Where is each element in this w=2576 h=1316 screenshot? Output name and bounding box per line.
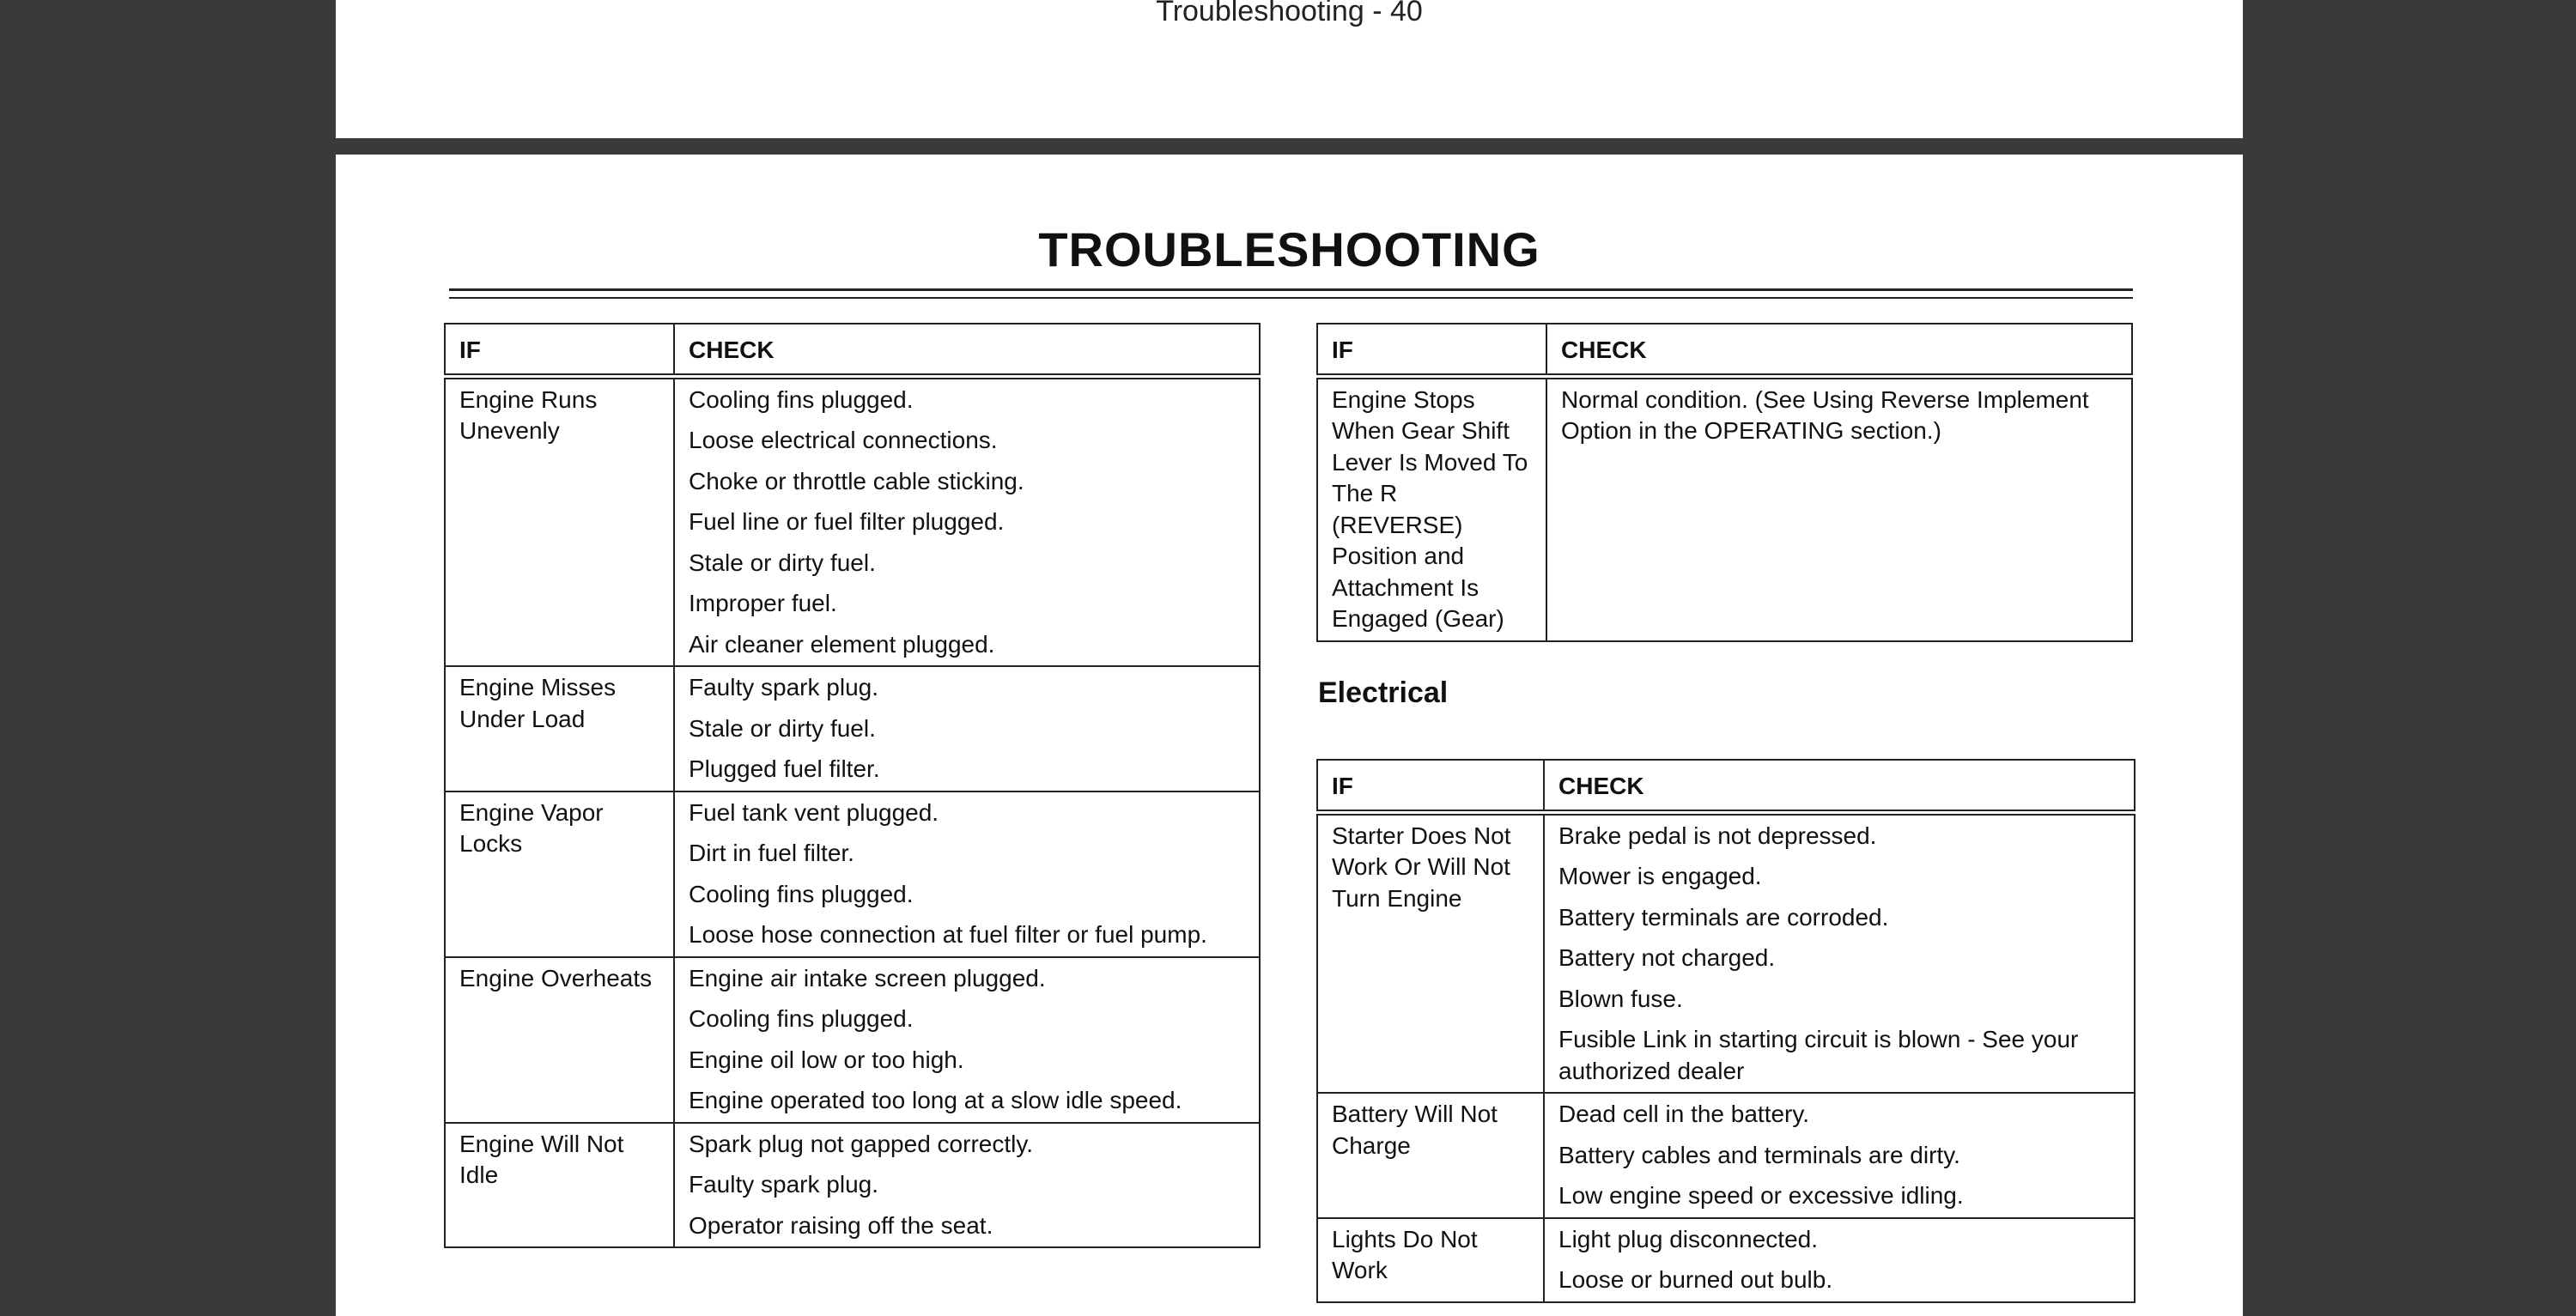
check-item: Cooling fins plugged. — [689, 880, 914, 907]
check-item: Engine operated too long at a slow idle speed. — [689, 1087, 1182, 1113]
check-item: Fuel line or fuel filter plugged. — [689, 508, 1005, 535]
previous-page-footer: Troubleshooting - 40 — [1156, 0, 1423, 27]
electrical-troubleshooting-table — [1316, 759, 2136, 1303]
check-item: Plugged fuel filter. — [689, 755, 880, 782]
check-item: Loose hose connection at fuel filter or fuel pump. — [689, 921, 1207, 948]
check-cell — [674, 791, 1260, 957]
current-page — [336, 155, 2243, 1316]
table-header-row — [1317, 324, 2132, 376]
reverse-troubleshooting-table — [1316, 323, 2133, 642]
table-row — [1317, 1093, 2135, 1218]
check-item: Faulty spark plug. — [689, 674, 878, 700]
table-row — [445, 1123, 1260, 1248]
if-column-header: IF — [1317, 760, 1544, 812]
check-item: Dirt in fuel filter. — [689, 840, 854, 866]
check-item: Blown fuse. — [1558, 985, 1683, 1012]
check-column-header: CHECK — [1544, 760, 2135, 812]
check-column-header: CHECK — [674, 324, 1260, 376]
check-cell — [674, 1123, 1260, 1248]
if-column-header: IF — [445, 324, 674, 376]
check-item: Battery terminals are corroded. — [1558, 903, 1889, 931]
table-body — [1317, 376, 2132, 641]
title-rule — [449, 288, 2133, 291]
if-cell: Engine Will Not Idle — [445, 1123, 674, 1248]
check-item: Engine oil low or too high. — [689, 1046, 964, 1073]
table-header-row — [1317, 760, 2135, 812]
check-cell — [1544, 1218, 2135, 1302]
engine-troubleshooting-table — [444, 323, 1261, 1248]
if-cell: Engine Stops When Gear Shift Lever Is Moved To The R (REVERSE) Position and Attachment Is Engaged (Gear) — [1317, 376, 1546, 641]
check-item: Engine air intake screen plugged. — [689, 964, 1046, 992]
check-item: Cooling fins plugged. — [689, 1005, 914, 1032]
check-item: Loose or burned out bulb. — [1558, 1266, 1833, 1293]
check-item: Loose electrical connections. — [689, 427, 998, 453]
check-item: Choke or throttle cable sticking. — [689, 467, 1024, 494]
table-header-row — [445, 324, 1260, 376]
table-row — [1317, 1218, 2135, 1302]
table-body — [445, 376, 1260, 1247]
check-item: Operator raising off the seat. — [689, 1211, 993, 1239]
title-rule-second — [449, 297, 2133, 299]
check-cell — [674, 376, 1260, 666]
table-row — [445, 957, 1260, 1123]
check-item: Air cleaner element plugged. — [689, 630, 995, 658]
check-item: Fuel tank vent plugged. — [689, 798, 939, 826]
check-item: Battery cables and terminals are dirty. — [1558, 1141, 1960, 1168]
if-cell: Engine Vapor Locks — [445, 791, 674, 957]
check-item: Mower is engaged. — [1558, 863, 1762, 889]
check-cell — [1544, 1093, 2135, 1218]
if-cell: Engine Misses Under Load — [445, 666, 674, 791]
check-item: Cooling fins plugged. — [689, 385, 914, 413]
check-item: Battery not charged. — [1558, 944, 1776, 971]
previous-page — [336, 0, 2243, 138]
check-column-header: CHECK — [1546, 324, 2132, 376]
check-cell — [1546, 376, 2132, 641]
check-item: Light plug disconnected. — [1558, 1225, 1818, 1252]
table-row — [1317, 376, 2132, 641]
table-row — [1317, 812, 2135, 1093]
check-item: Brake pedal is not depressed. — [1558, 822, 1877, 849]
electrical-section-heading: Electrical — [1318, 676, 1449, 709]
check-cell — [674, 957, 1260, 1123]
check-item: Improper fuel. — [689, 590, 837, 616]
table-row — [445, 376, 1260, 666]
if-cell: Starter Does Not Work Or Will Not Turn Engine — [1317, 812, 1544, 1093]
check-cell — [1544, 812, 2135, 1093]
table-body — [1317, 812, 2135, 1302]
table-row — [445, 791, 1260, 957]
check-item: Fusible Link in starting circuit is blown - See your authorized dealer — [1558, 1026, 2079, 1084]
check-item: Stale or dirty fuel. — [689, 549, 876, 576]
check-item: Spark plug not gapped correctly. — [689, 1130, 1034, 1157]
check-item: Normal condition. (See Using Reverse Implement Option in the OPERATING section.) — [1561, 385, 2089, 444]
check-item: Dead cell in the battery. — [1558, 1101, 1810, 1127]
if-column-header: IF — [1317, 324, 1546, 376]
if-cell: Engine Runs Unevenly — [445, 376, 674, 666]
if-cell: Engine Overheats — [445, 957, 674, 1123]
check-cell — [674, 666, 1260, 791]
if-cell: Lights Do Not Work — [1317, 1218, 1544, 1302]
page-title: TROUBLESHOOTING — [1038, 222, 1540, 276]
if-cell: Battery Will Not Charge — [1317, 1093, 1544, 1218]
check-item: Low engine speed or excessive idling. — [1558, 1182, 1964, 1209]
check-item: Faulty spark plug. — [689, 1171, 878, 1198]
table-row — [445, 666, 1260, 791]
check-item: Stale or dirty fuel. — [689, 714, 876, 742]
